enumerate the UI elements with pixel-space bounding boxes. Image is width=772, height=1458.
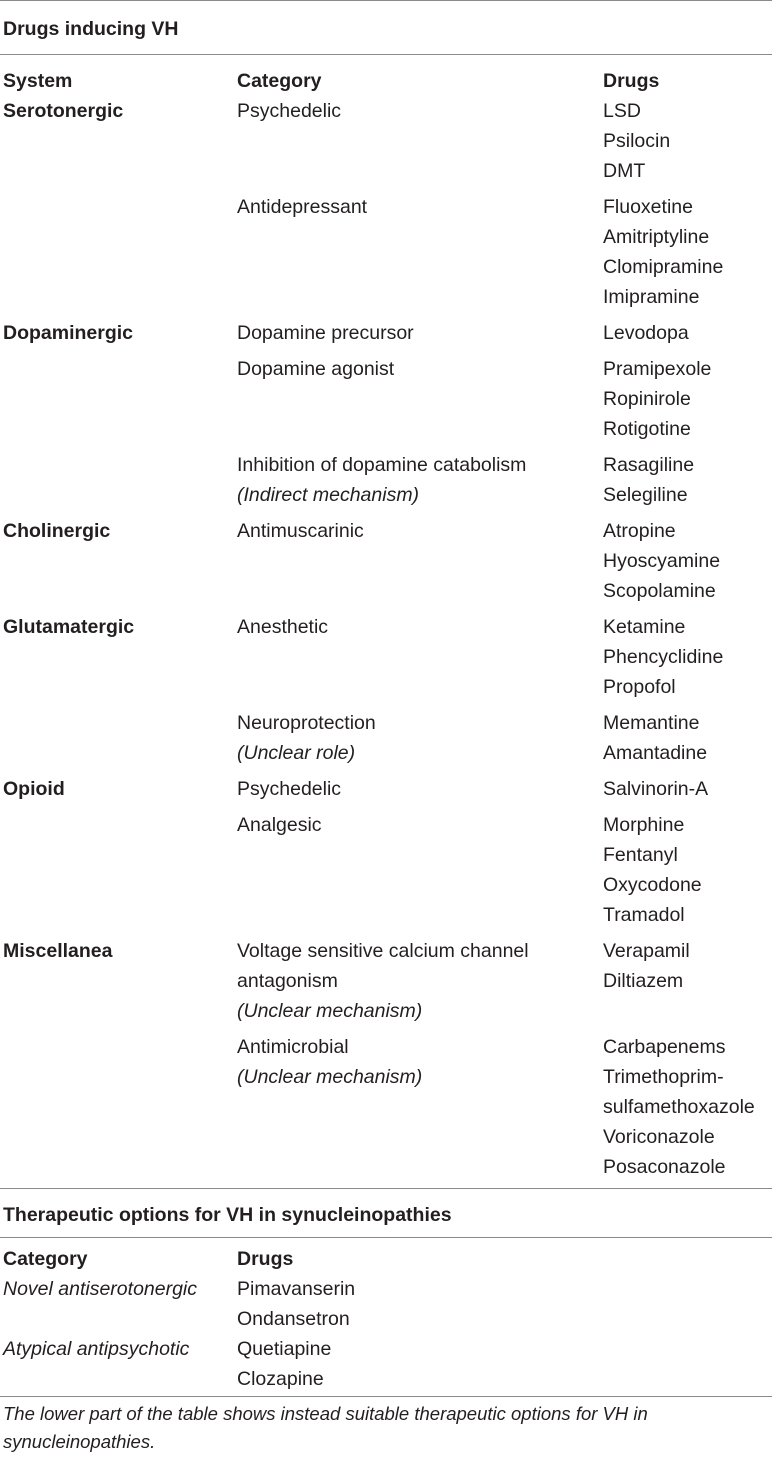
drug-name: Levodopa bbox=[603, 322, 689, 344]
drugs-cell bbox=[603, 768, 772, 804]
drug-name: DMT bbox=[603, 160, 646, 182]
col-header-category: Category bbox=[3, 1248, 88, 1270]
category-cell bbox=[237, 804, 603, 930]
drug-name: Atropine bbox=[603, 520, 676, 542]
drug-name: Phencyclidine bbox=[603, 646, 724, 668]
system-cell bbox=[0, 1026, 237, 1182]
col-header-system: System bbox=[3, 70, 73, 92]
system-cell bbox=[0, 606, 237, 702]
drugs-cell bbox=[603, 1026, 772, 1182]
drug-name: Amantadine bbox=[603, 742, 708, 764]
system-label: Dopaminergic bbox=[3, 322, 134, 344]
section1-bottom-rule bbox=[0, 1188, 772, 1189]
category-cell bbox=[237, 606, 603, 702]
drug-name: Clozapine bbox=[237, 1368, 324, 1390]
category-label: Atypical antipsychotic bbox=[3, 1338, 190, 1360]
table-footnote: The lower part of the table shows instead suitable therapeutic options for VH in synucleinopathies. bbox=[3, 1403, 648, 1452]
category-cell bbox=[237, 312, 603, 348]
category-cell bbox=[237, 930, 603, 1026]
drug-name: Verapamil bbox=[603, 940, 690, 962]
table-row bbox=[0, 312, 772, 348]
drugs-cell bbox=[237, 1274, 537, 1334]
drugs-cell bbox=[603, 444, 772, 510]
category-cell bbox=[0, 1334, 237, 1394]
category-cell bbox=[237, 702, 603, 768]
section1-title-rule bbox=[0, 54, 772, 55]
drug-name: Imipramine bbox=[603, 286, 700, 308]
col-header-drugs: Drugs bbox=[237, 1248, 294, 1270]
system-label: Opioid bbox=[3, 778, 65, 800]
drug-name: Oxycodone bbox=[603, 874, 702, 896]
system-cell bbox=[0, 768, 237, 804]
drug-name: Rotigotine bbox=[603, 418, 691, 440]
drugs-cell bbox=[603, 510, 772, 606]
drug-name: Rasagiline bbox=[603, 454, 695, 476]
drug-name: sulfamethoxazole bbox=[603, 1096, 755, 1118]
drugs-cell bbox=[603, 930, 772, 1026]
category-label: Neuroprotection bbox=[237, 712, 376, 734]
system-cell bbox=[0, 312, 237, 348]
system-cell bbox=[0, 444, 237, 510]
table-row bbox=[0, 768, 772, 804]
category-label: Novel antiserotonergic bbox=[3, 1278, 198, 1300]
table-row bbox=[0, 444, 772, 510]
therapeutic-options-table bbox=[0, 1244, 537, 1394]
drugs-cell bbox=[603, 312, 772, 348]
system-cell bbox=[0, 510, 237, 606]
drug-name: Fluoxetine bbox=[603, 196, 693, 218]
drugs-cell bbox=[603, 96, 772, 186]
drug-name: Selegiline bbox=[603, 484, 688, 506]
drugs-cell bbox=[603, 606, 772, 702]
drug-name: Psilocin bbox=[603, 130, 671, 152]
category-note: (Unclear role) bbox=[237, 742, 356, 764]
system-label: Serotonergic bbox=[3, 100, 124, 122]
category-cell bbox=[237, 1026, 603, 1182]
system-label: Cholinergic bbox=[3, 520, 111, 542]
drug-name: Quetiapine bbox=[237, 1338, 332, 1360]
category-label: Inhibition of dopamine catabolism bbox=[237, 454, 527, 476]
drugs-cell bbox=[603, 804, 772, 930]
drug-name: Carbapenems bbox=[603, 1036, 726, 1058]
section2-bottom-rule bbox=[0, 1396, 772, 1397]
drug-name: Scopolamine bbox=[603, 580, 716, 602]
drugs-inducing-vh-table bbox=[0, 66, 772, 1182]
table-row bbox=[0, 1274, 537, 1334]
category-label: antagonism bbox=[237, 970, 338, 992]
system-cell bbox=[0, 804, 237, 930]
drug-name: Propofol bbox=[603, 676, 676, 698]
col-header-drugs: Drugs bbox=[603, 70, 660, 92]
category-label: Dopamine precursor bbox=[237, 322, 414, 344]
table-row bbox=[0, 96, 772, 186]
category-note: (Unclear mechanism) bbox=[237, 1066, 423, 1088]
drug-name: Ondansetron bbox=[237, 1308, 350, 1330]
drug-name: Posaconazole bbox=[603, 1156, 726, 1178]
top-rule bbox=[0, 0, 772, 1]
drug-name: Memantine bbox=[603, 712, 700, 734]
drug-name: Pimavanserin bbox=[237, 1278, 356, 1300]
system-cell bbox=[0, 702, 237, 768]
category-label: Dopamine agonist bbox=[237, 358, 395, 380]
drug-name: LSD bbox=[603, 100, 641, 122]
table-row bbox=[0, 804, 772, 930]
category-cell bbox=[0, 1274, 237, 1334]
table-row bbox=[0, 348, 772, 444]
category-cell bbox=[237, 768, 603, 804]
section2-title-rule bbox=[0, 1237, 772, 1238]
category-note: (Unclear mechanism) bbox=[237, 1000, 423, 1022]
header-row bbox=[0, 66, 772, 96]
category-cell bbox=[237, 186, 603, 312]
drug-name: Amitriptyline bbox=[603, 226, 710, 248]
category-cell bbox=[237, 348, 603, 444]
drug-name: Ketamine bbox=[603, 616, 686, 638]
drug-name: Fentanyl bbox=[603, 844, 678, 866]
category-label: Psychedelic bbox=[237, 778, 342, 800]
section1-title: Drugs inducing VH bbox=[3, 18, 179, 40]
drug-name: Voriconazole bbox=[603, 1126, 715, 1148]
category-label: Antimuscarinic bbox=[237, 520, 364, 542]
section2-title: Therapeutic options for VH in synucleinopathies bbox=[3, 1204, 452, 1226]
col-header-category: Category bbox=[237, 70, 322, 92]
drugs-cell bbox=[603, 348, 772, 444]
drug-name: Diltiazem bbox=[603, 970, 684, 992]
drug-name: Morphine bbox=[603, 814, 685, 836]
system-label: Glutamatergic bbox=[3, 616, 135, 638]
drugs-cell bbox=[603, 186, 772, 312]
drug-name: Hyoscyamine bbox=[603, 550, 721, 572]
system-cell bbox=[0, 96, 237, 186]
drug-name: Salvinorin-A bbox=[603, 778, 709, 800]
table-row bbox=[0, 510, 772, 606]
table-row bbox=[0, 702, 772, 768]
header-row bbox=[0, 1244, 537, 1274]
category-cell bbox=[237, 96, 603, 186]
table-row bbox=[0, 186, 772, 312]
system-label: Miscellanea bbox=[3, 940, 113, 962]
category-label: Anesthetic bbox=[237, 616, 329, 638]
drug-name: Clomipramine bbox=[603, 256, 724, 278]
category-cell bbox=[237, 510, 603, 606]
category-cell bbox=[237, 444, 603, 510]
table-row bbox=[0, 930, 772, 1026]
category-label: Analgesic bbox=[237, 814, 322, 836]
drugs-cell bbox=[237, 1334, 537, 1394]
system-cell bbox=[0, 930, 237, 1026]
system-cell bbox=[0, 348, 237, 444]
table-row bbox=[0, 606, 772, 702]
table-row bbox=[0, 1026, 772, 1182]
drugs-cell bbox=[603, 702, 772, 768]
category-label: Antimicrobial bbox=[237, 1036, 349, 1058]
category-note: (Indirect mechanism) bbox=[237, 484, 420, 506]
category-label: Voltage sensitive calcium channel bbox=[237, 940, 529, 962]
drug-name: Ropinirole bbox=[603, 388, 691, 410]
drug-name: Pramipexole bbox=[603, 358, 712, 380]
drug-name: Trimethoprim- bbox=[603, 1066, 724, 1088]
category-label: Antidepressant bbox=[237, 196, 368, 218]
category-label: Psychedelic bbox=[237, 100, 342, 122]
drug-name: Tramadol bbox=[603, 904, 685, 926]
system-cell bbox=[0, 186, 237, 312]
table-row bbox=[0, 1334, 537, 1394]
